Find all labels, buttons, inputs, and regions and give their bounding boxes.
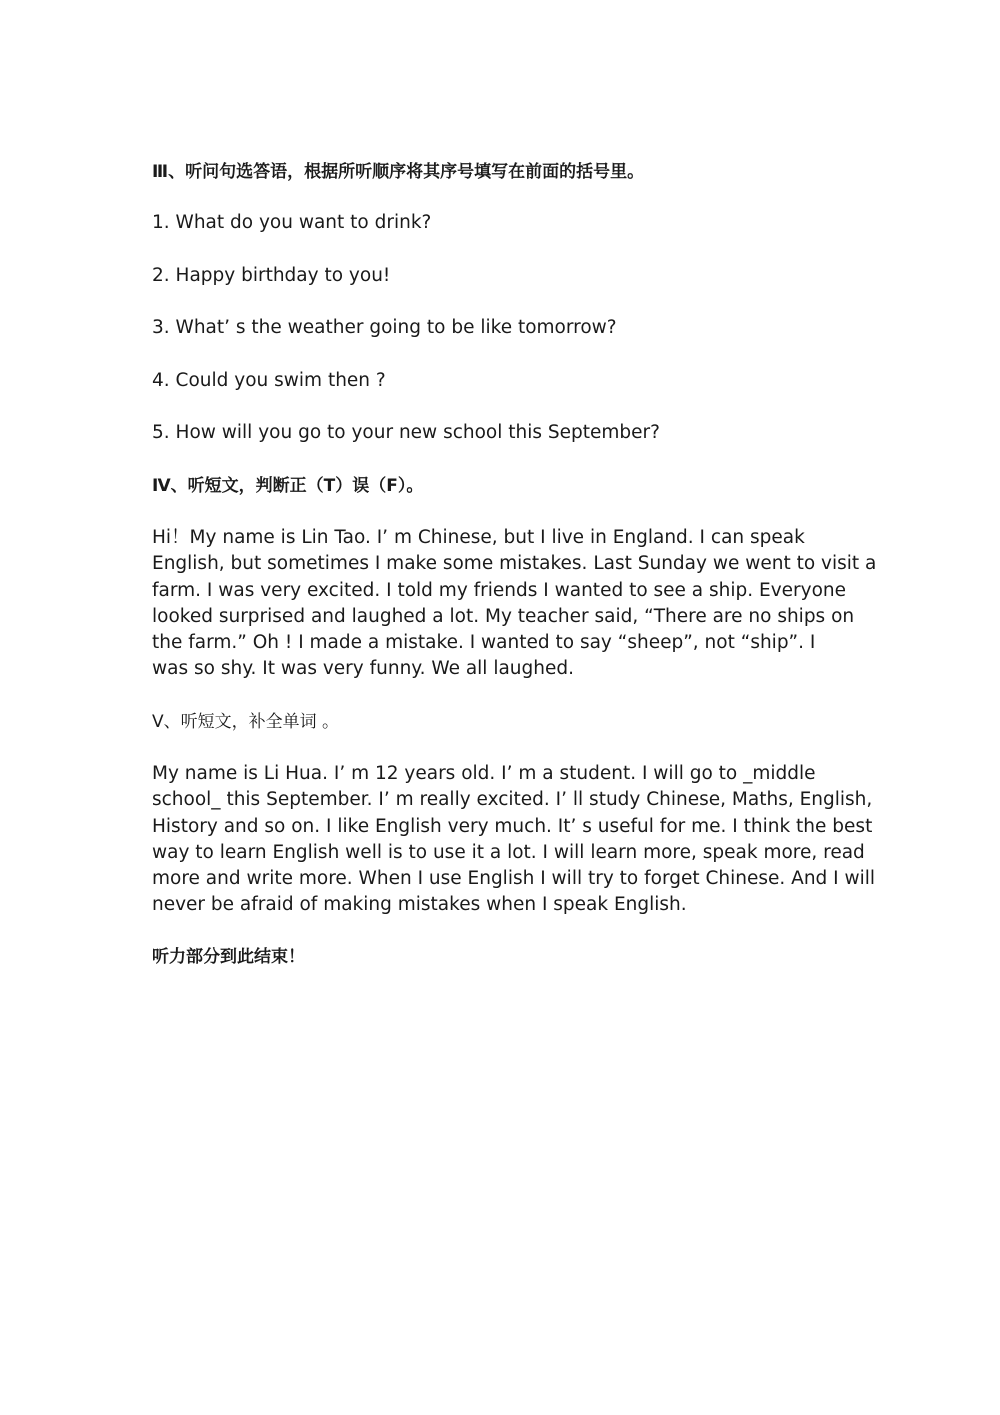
question-5: 5. How will you go to your new school this September? <box>152 422 660 443</box>
section-5-title: Ⅴ、听短文，补全单词 。 <box>152 712 340 732</box>
question-1: 1. What do you want to drink? <box>152 212 432 233</box>
passage-line: the farm.” Oh ! I made a mistake. I wanted to say “sheep”, not “ship”. I <box>152 632 816 654</box>
question-2: 2. Happy birthday to you! <box>152 265 391 286</box>
passage-line: My name is Li Hua. I’ m 12 years old. I’ m a student. I will go to _middle <box>152 763 816 784</box>
section-4-passage <box>152 525 877 683</box>
question-3: 3. What’ s the weather going to be like tomorrow? <box>152 317 617 338</box>
passage-line: History and so on. I like English very much. It’ s useful for me. I think the best <box>152 815 873 837</box>
passage-line: never be afraid of making mistakes when I speak English. <box>152 894 687 916</box>
passage-line: farm. I was very excited. I told my friends I wanted to see a ship. Everyone <box>152 579 847 601</box>
passage-line: looked surprised and laughed a lot. My teacher said, “There are no ships on <box>152 605 855 627</box>
section-3-title: Ⅲ、听问句选答语，根据所听顺序将其序号填写在前面的括号里。 <box>152 162 645 182</box>
ending-note: 听力部分到此结束！ <box>152 947 305 967</box>
section-4-title: Ⅳ、听短文，判断正（T）误（F）。 <box>152 476 424 496</box>
passage-line: more and write more. When I use English I will try to forget Chinese. And I will <box>152 868 876 890</box>
section-5-passage <box>152 761 876 919</box>
passage-line: way to learn English well is to use it a lot. I will learn more, speak more, read <box>152 841 865 863</box>
question-4: 4. Could you swim then ? <box>152 370 386 391</box>
passage-line: Hi！My name is Lin Tao. I’ m Chinese, but I live in England. I can speak <box>152 527 805 548</box>
passage-line: school_ this September. I’ m really excited. I’ ll study Chinese, Maths, English, <box>152 789 873 811</box>
passage-line: English, but sometimes I make some mistakes. Last Sunday we went to visit a <box>152 553 877 575</box>
passage-line: was so shy. It was very funny. We all laughed. <box>152 658 575 680</box>
